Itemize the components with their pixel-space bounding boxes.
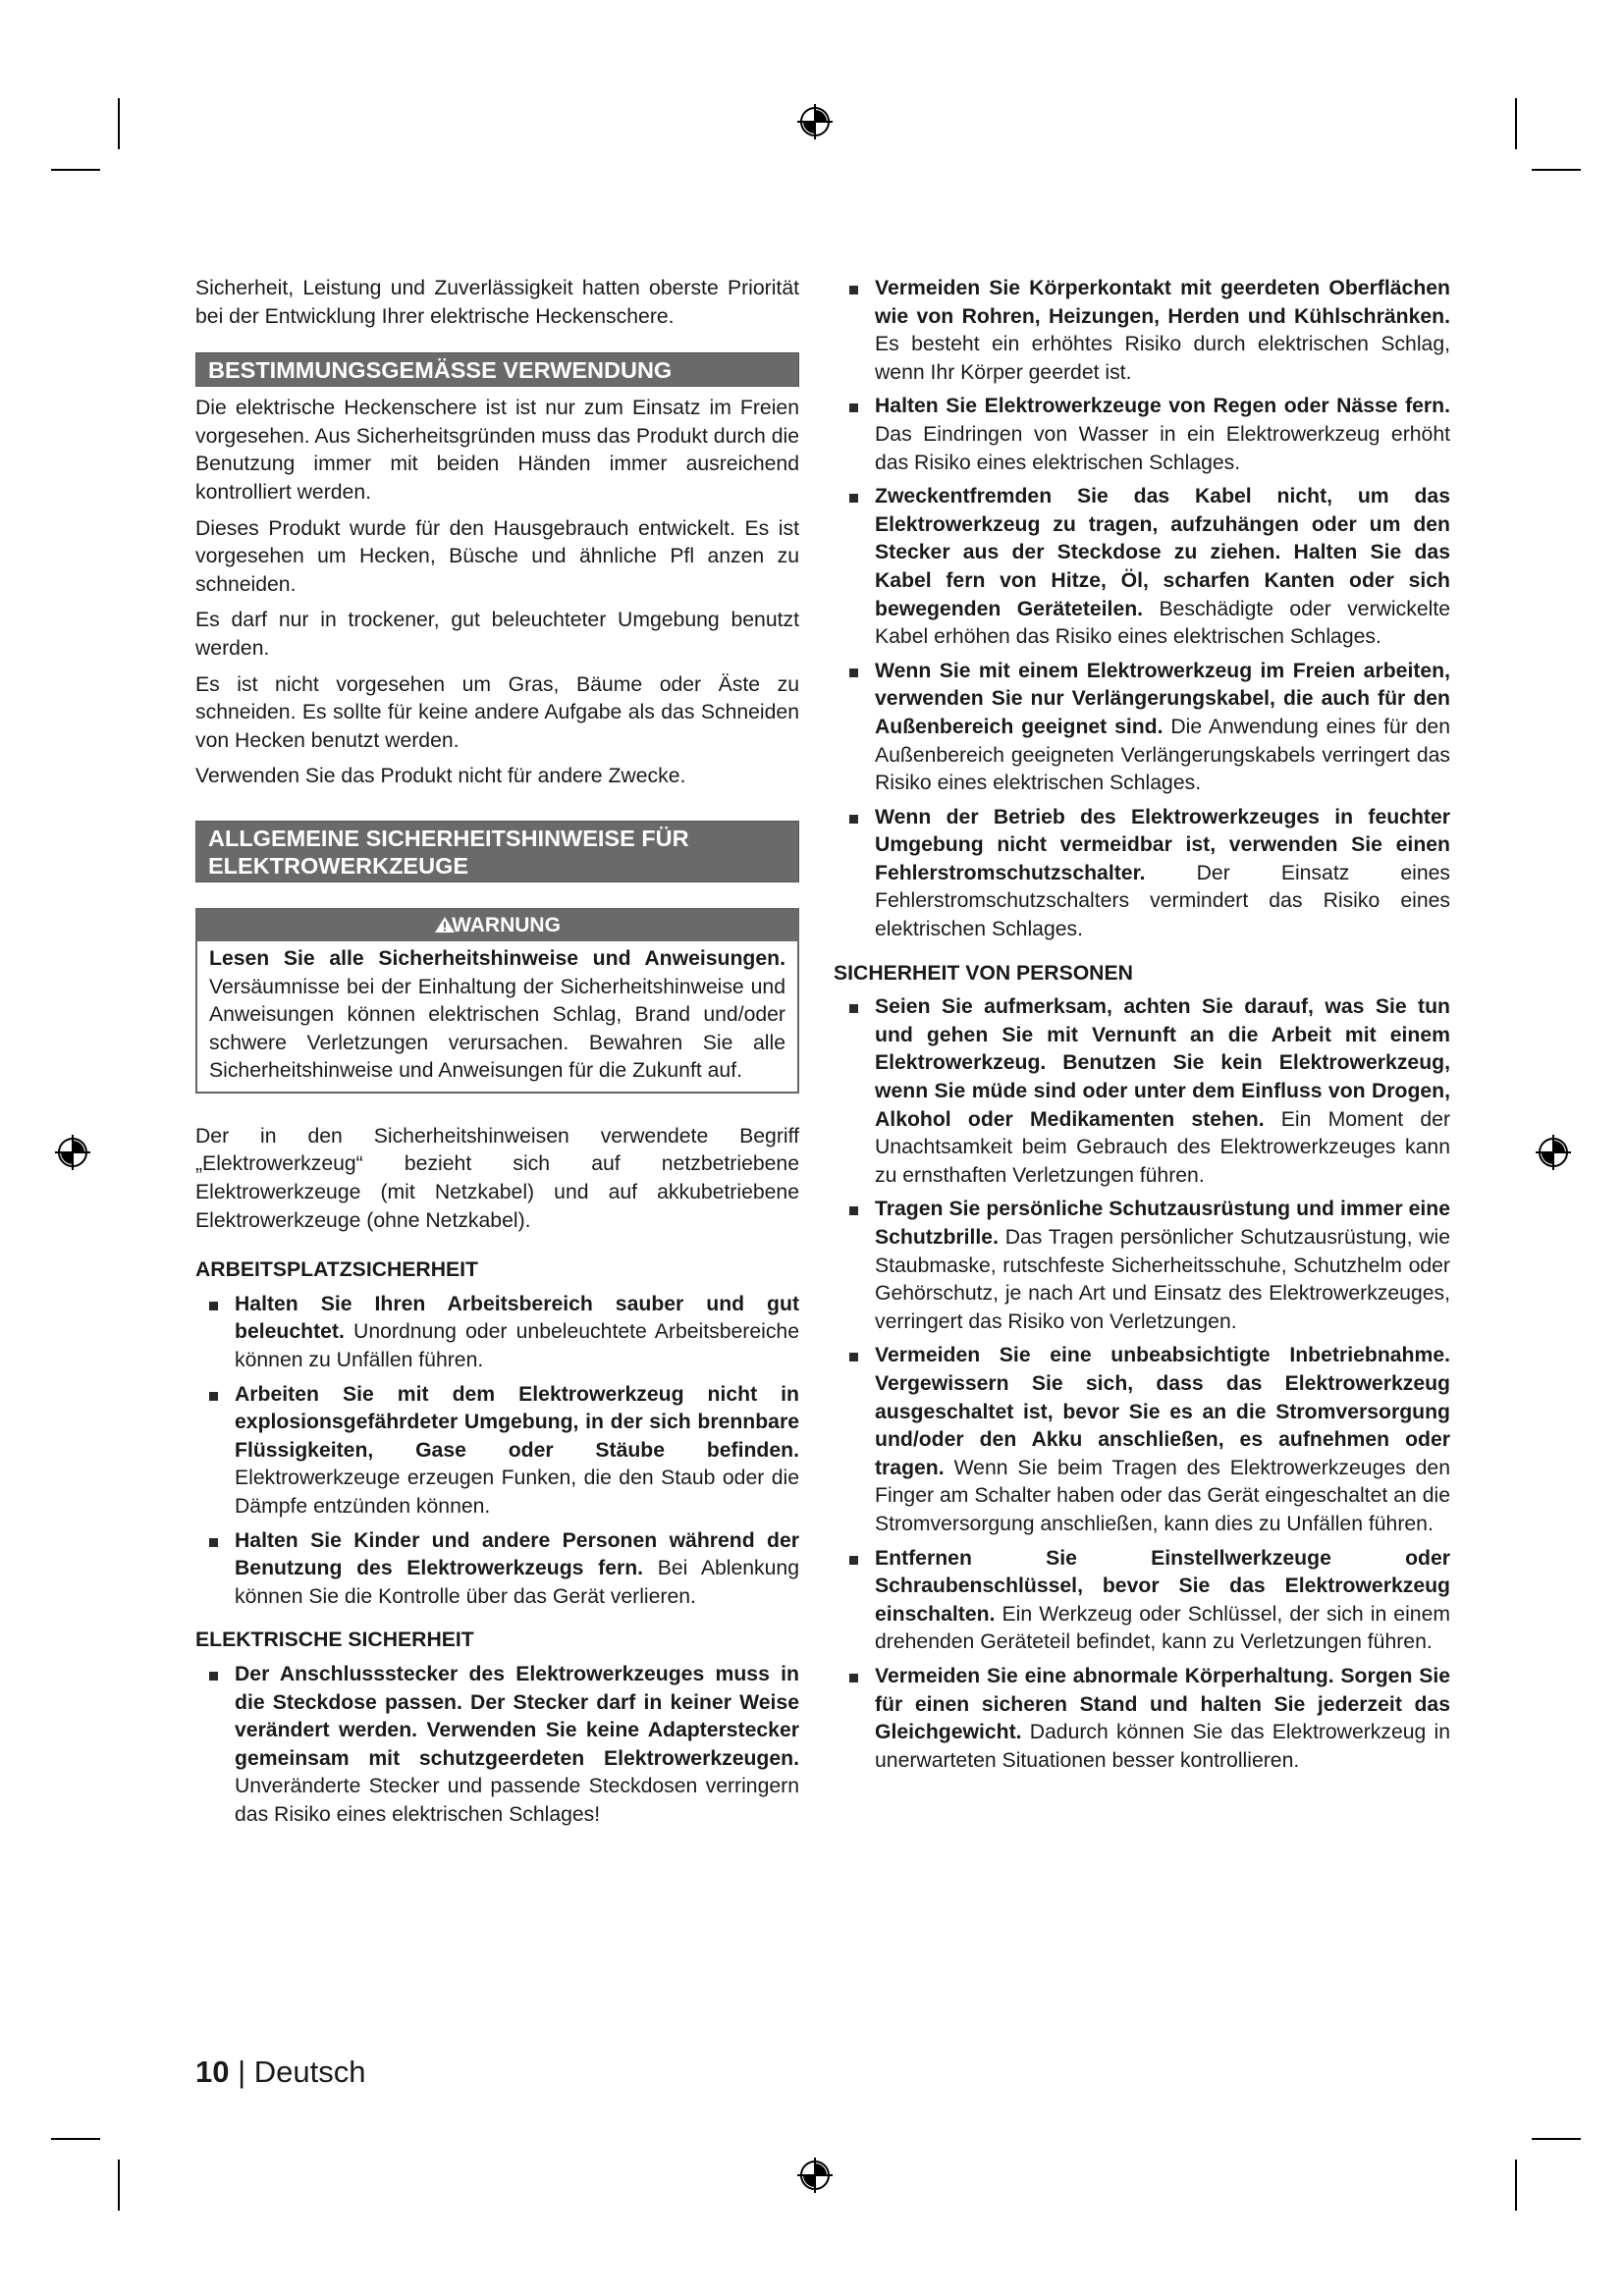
list-item: Halten Sie Elektrowerkzeuge von Regen oder Nässe fern. Das Eindringen von Wasser in ein Elektrowerkzeug erhöht das Risiko eines elektrischen Schlages. [875,393,1450,477]
electrical-safety-list [195,1661,799,1830]
subsection-header-workplace: ARBEITSPLATZSICHERHEIT [195,1258,478,1282]
list-item: Der Anschlussstecker des Elektrowerkzeuges muss in die Steckdose passen. Der Stecker darf in keiner Weise verändert werden. Verwenden Sie keine Adapterstecker gemeinsam mit schutzgeerdeten Elektrowerkzeugen. Unveränderte Stecker und passende Steckdosen verringern das Risiko eines elektrischen Schlages! [235,1661,799,1830]
warning-title-text: WARNUNG [452,913,561,936]
paragraph: Verwenden Sie das Produkt nicht für andere Zwecke. [195,765,686,788]
footer-language: Deutsch [253,2055,366,2089]
warning-title [197,910,797,941]
page-number: 10 [195,2055,230,2089]
crop-mark [1532,169,1581,171]
paragraph: Es ist nicht vorgesehen um Gras, Bäume oder Äste zu schneiden. Es sollte für keine andere Aufgabe als das Schneiden von Hecken benutzt werden. [195,672,799,752]
list-item: Vermeiden Sie Körperkontakt mit geerdeten Oberflächen wie von Rohren, Heizungen, Herden und Kühlschränken. Es besteht ein erhöhtes Risiko durch elektrischen Schlag, wenn Ihr Körper geerdet ist. [875,275,1450,387]
crop-mark [51,2138,100,2140]
personal-safety-list [836,993,1450,1775]
list-item: Wenn der Betrieb des Elektrowerkzeuges in feuchter Umgebung nicht vermeidbar ist, verwenden Sie einen Fehlerstromschutzschalter. Der Einsatz eines Fehlerstromschutzschalters vermindert das Risiko eines elektrischen Schlages. [875,804,1450,944]
paragraph: Dieses Produkt wurde für den Hausgebrauch entwickelt. Es ist vorgesehen um Hecken, Büsche und ähnliche Pfl anzen zu schneiden. [195,516,799,596]
subsection-header-personal-safety: SICHERHEIT VON PERSONEN [834,961,1133,985]
list-item: Halten Sie Kinder und andere Personen während der Benutzung des Elektrowerkzeugs fern. Bei Ablenkung können Sie die Kontrolle über das Gerät verlieren. [235,1527,799,1612]
subsection-header-electrical: ELEKTRISCHE SICHERHEIT [195,1629,474,1652]
list-item: Seien Sie aufmerksam, achten Sie darauf, was Sie tun und gehen Sie mit Vernunft an die Arbeit mit einem Elektrowerkzeug. Benutzen Sie kein Elektrowerkzeug, wenn Sie müde sind oder unter dem Einfluss von Drogen, Alkohol oder Medikamenten stehen. Ein Moment der Unachtsamkeit beim Gebrauch des Elektrowerkzeuges kann zu ernsthaften Verletzungen führen. [875,993,1450,1190]
workplace-safety-list [195,1291,799,1612]
term-definition-paragraph: Der in den Sicherheitshinweisen verwendete Begriff „Elektrowerkzeug“ bezieht sich auf netzbetriebene Elektrowerkzeuge (mit Netzkabel) und auf akkubetriebene Elektrowerkzeuge (ohne Netzkabel). [195,1124,799,1232]
warning-lead: Lesen Sie alle Sicherheitshinweise und Anweisungen. [209,946,785,970]
registration-mark-icon [1534,1133,1573,1172]
list-item: Entfernen Sie Einstellwerkzeuge oder Schraubenschlüssel, bevor Sie das Elektrowerkzeug einschalten. Ein Werkzeug oder Schlüssel, der sich in einem drehenden Geräteteil befindet, kann zu Verletzungen führen. [875,1545,1450,1657]
right-column [836,275,1450,1781]
list-item: Vermeiden Sie eine unbeabsichtigte Inbetriebnahme. Vergewissern Sie sich, dass das Elektrowerkzeug ausgeschaltet ist, bevor Sie es an die Stromversorgung und/oder den Akku anschließen, es aufnehmen oder tragen. Wenn Sie beim Tragen des Elektrowerkzeuges den Finger am Schalter haben oder das Gerät eingeschaltet an die Stromversorgung anschließen, kann dies zu Unfällen führen. [875,1342,1450,1538]
electrical-safety-list-continued [836,275,1450,944]
crop-mark [118,2160,120,2211]
intro-paragraph: Sicherheit, Leistung und Zuverlässigkeit hatten oberste Priorität bei der Entwicklung Ihrer elektrische Heckenschere. [195,277,799,328]
registration-mark-icon [795,102,835,141]
section-header-intended-use: BESTIMMUNGSGEMÄSSE VERWENDUNG [195,352,799,387]
list-item: Arbeiten Sie mit dem Elektrowerkzeug nicht in explosionsgefährdeter Umgebung, in der sich brennbare Flüssigkeiten, Gase oder Stäube befinden. Elektrowerkzeuge erzeugen Funken, die den Staub oder die Dämpfe entzünden können. [235,1381,799,1522]
paragraph: Es darf nur in trockener, gut beleuchteter Umgebung benutzt werden. [195,609,799,660]
crop-mark [1532,2138,1581,2140]
list-item: Tragen Sie persönliche Schutzausrüstung und immer eine Schutzbrille. Das Tragen persönlicher Schutzausrüstung, wie Staubmaske, rutschfeste Sicherheitsschuhe, Schutzhelm oder Gehörschutz, je nach Art und Einsatz des Elektrowerkzeuges, verringert das Risiko von Verletzungen. [875,1196,1450,1336]
page-footer [195,2055,366,2090]
list-item: Vermeiden Sie eine abnormale Körperhaltung. Sorgen Sie für einen sicheren Stand und halten Sie jederzeit das Gleichgewicht. Dadurch können Sie das Elektrowerkzeug in unerwarteten Situationen besser kontrollieren. [875,1663,1450,1775]
list-item: Wenn Sie mit einem Elektrowerkzeug im Freien arbeiten, verwenden Sie nur Verlängerungskabel, die auch für den Außenbereich geeignet sind. Die Anwendung eines für den Außenbereich geeigneten Verlängerungskabels verringert das Risiko eines elektrischen Schlages. [875,658,1450,798]
paragraph: Die elektrische Heckenschere ist ist nur zum Einsatz im Freien vorgesehen. Aus Sicherheitsgründen muss das Produkt durch die Benutzung immer mit beiden Händen immer ausreichend kontrolliert werden. [195,397,799,504]
warning-text: Versäumnisse bei der Einhaltung der Sicherheitshinweise und Anweisungen können elektrischen Schlag, Brand und/oder schwere Verletzungen verursachen. Bewahren Sie alle Sicherheitshinweise und Anweisungen für die Zukunft auf. [209,975,785,1083]
crop-mark [1515,2160,1517,2211]
list-item: Halten Sie Ihren Arbeitsbereich sauber und gut beleuchtet. Unordnung oder unbeleuchtete Arbeitsbereiche können zu Unfällen führen. [235,1291,799,1375]
left-column [195,275,799,1836]
registration-mark-icon [795,2156,835,2195]
section-header-general-safety: ALLGEMEINE SICHERHEITSHINWEISE FÜR ELEKTROWERKZEUGE [195,821,799,882]
warning-box [195,908,799,1094]
footer-separator: | [238,2055,246,2089]
list-item: Zweckentfremden Sie das Kabel nicht, um das Elektrowerkzeug zu tragen, aufzuhängen oder um den Stecker aus der Steckdose zu ziehen. Halten Sie das Kabel fern von Hitze, Öl, scharfen Kanten oder sich bewegenden Geräteteilen. Beschädigte oder verwickelte Kabel erhöhen das Risiko eines elektrischen Schlages. [875,483,1450,652]
crop-mark [118,98,120,149]
warning-body [197,941,797,1092]
registration-mark-icon [53,1133,92,1172]
crop-mark [51,169,100,171]
crop-mark [1515,98,1517,149]
